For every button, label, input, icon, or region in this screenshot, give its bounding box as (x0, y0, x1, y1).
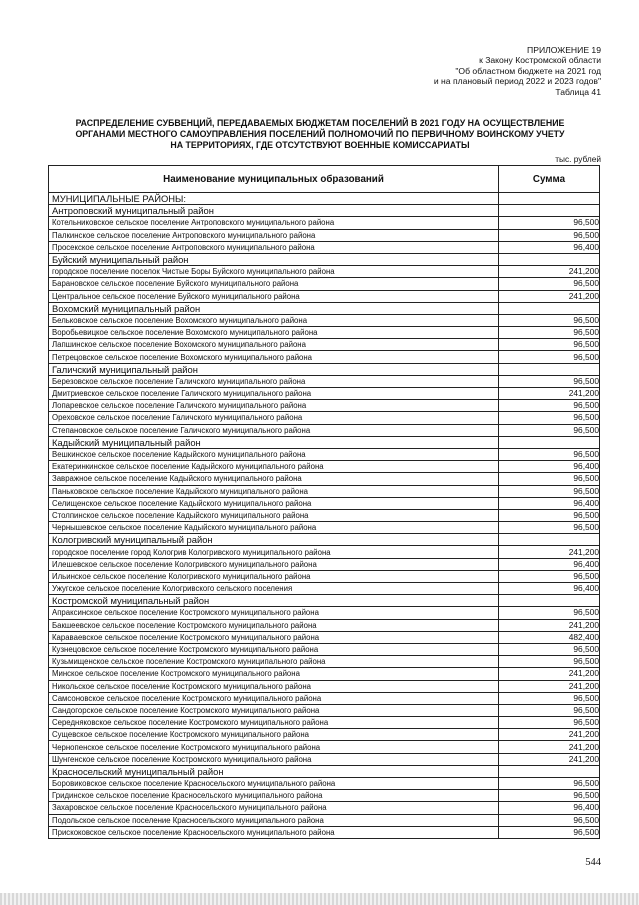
title-line: ОРГАНАМИ МЕСТНОГО САМОУПРАВЛЕНИЯ ПОСЕЛЕНИЙ ПОЛНОМОЧИЙ ПО ПЕРВИЧНОМУ ВОИНСКОМУ УЧЕТУ (75, 128, 565, 139)
group-row (49, 595, 600, 607)
group-row (49, 193, 600, 205)
sum-cell: 241,200 (499, 290, 600, 302)
settlement-name: Чернопенское сельское поселение Костромского муниципального района (49, 741, 499, 753)
table-row (49, 704, 600, 716)
sum-cell: 96,500 (499, 778, 600, 790)
table-row (49, 814, 600, 826)
table-row (49, 485, 600, 497)
settlement-name: Палкинское сельское поселение Антроповского муниципального района (49, 229, 499, 241)
sum-cell: 96,400 (499, 461, 600, 473)
settlement-name: Ужугское сельское поселение Кологривского сельского поселения (49, 583, 499, 595)
sum-cell: 96,400 (499, 558, 600, 570)
sum-cell: 96,500 (499, 692, 600, 704)
group-row (49, 534, 600, 546)
settlement-name: Дмитриевское сельское поселение Галичского муниципального района (49, 388, 499, 400)
sum-cell: 96,500 (499, 217, 600, 229)
sum-cell: 96,500 (499, 522, 600, 534)
settlement-name: Самсоновское сельское поселение Костромского муниципального района (49, 692, 499, 704)
settlement-name: Просекское сельское поселение Антроповского муниципального района (49, 241, 499, 253)
settlement-name: Центральное сельское поселение Буйского муниципального района (49, 290, 499, 302)
district-name: Красносельский муниципальный район (49, 765, 499, 777)
sum-cell (499, 765, 600, 777)
table-row (49, 546, 600, 558)
district-name: Вохомский муниципальный район (49, 302, 499, 314)
table-row (49, 522, 600, 534)
sum-cell (499, 302, 600, 314)
sum-cell: 96,500 (499, 375, 600, 387)
settlement-name: Котельниковское сельское поселение Антроповского муниципального района (49, 217, 499, 229)
settlement-name: Апраксинское сельское поселение Костромского муниципального района (49, 607, 499, 619)
sum-cell: 241,200 (499, 546, 600, 558)
header-line: ПРИЛОЖЕНИЕ 19 (527, 45, 601, 55)
table-row (49, 607, 600, 619)
sum-cell: 241,200 (499, 619, 600, 631)
settlement-name: Петрецовское сельское поселение Вохомского муниципального района (49, 351, 499, 363)
district-name: Кологривский муниципальный район (49, 534, 499, 546)
table-row (49, 266, 600, 278)
settlement-name: Лопаревское сельское поселение Галичского муниципального района (49, 400, 499, 412)
settlement-name: городское поселение поселок Чистые Боры Буйского муниципального района (49, 266, 499, 278)
settlement-name: Ореховское сельское поселение Галичского муниципального района (49, 412, 499, 424)
table-row (49, 668, 600, 680)
district-name: Кадыйский муниципальный район (49, 436, 499, 448)
sum-cell (499, 436, 600, 448)
sum-cell: 96,500 (499, 485, 600, 497)
sum-cell: 96,500 (499, 400, 600, 412)
table-row (49, 461, 600, 473)
table-row (49, 241, 600, 253)
sum-cell: 96,400 (499, 497, 600, 509)
table-row (49, 656, 600, 668)
sum-cell: 96,500 (499, 339, 600, 351)
table-row (49, 400, 600, 412)
settlement-name: Подольское сельское поселение Красносельского муниципального района (49, 814, 499, 826)
settlement-name: Сандогорское сельское поселение Костромского муниципального района (49, 704, 499, 716)
table-row (49, 583, 600, 595)
settlement-name: городское поселение город Кологрив Кологривского муниципального района (49, 546, 499, 558)
sum-cell: 96,500 (499, 351, 600, 363)
table-row (49, 229, 600, 241)
settlement-name: Вешкинское сельское поселение Кадыйского муниципального района (49, 448, 499, 460)
subvention-table (48, 165, 600, 839)
sum-cell: 96,500 (499, 826, 600, 838)
sum-cell: 96,500 (499, 643, 600, 655)
sum-cell: 241,200 (499, 680, 600, 692)
table-row (49, 509, 600, 521)
settlement-name: Березовское сельское поселение Галичского муниципального района (49, 375, 499, 387)
sum-cell (499, 193, 600, 205)
sum-cell: 96,500 (499, 327, 600, 339)
table-row (49, 558, 600, 570)
sum-cell (499, 253, 600, 265)
table-row (49, 497, 600, 509)
sum-cell: 241,200 (499, 388, 600, 400)
table-row (49, 217, 600, 229)
column-header-name: Наименование муниципальных образований (49, 166, 499, 193)
table-row (49, 388, 600, 400)
sum-cell: 96,500 (499, 314, 600, 326)
settlement-name: Воробьевицкое сельское поселение Вохомского муниципального района (49, 327, 499, 339)
table-row (49, 424, 600, 436)
appendix-header (434, 45, 601, 97)
sum-cell (499, 205, 600, 217)
sum-cell: 96,500 (499, 424, 600, 436)
sum-cell: 96,400 (499, 802, 600, 814)
table-row (49, 339, 600, 351)
title-line: НА ТЕРРИТОРИЯХ, ГДЕ ОТСУТСТВУЮТ ВОЕННЫЕ КОМИССАРИАТЫ (170, 139, 470, 150)
table-row (49, 717, 600, 729)
document-title (40, 118, 600, 150)
sum-cell: 96,500 (499, 814, 600, 826)
district-name: Буйский муниципальный район (49, 253, 499, 265)
sum-cell: 96,500 (499, 509, 600, 521)
table-row (49, 314, 600, 326)
table-row (49, 570, 600, 582)
settlement-name: Ильинское сельское поселение Кологривского муниципального района (49, 570, 499, 582)
settlement-name: Степановское сельское поселение Галичского муниципального района (49, 424, 499, 436)
unit-label: тыс. рублей (555, 154, 601, 164)
table-row (49, 351, 600, 363)
sum-cell: 96,500 (499, 412, 600, 424)
sum-cell: 241,200 (499, 753, 600, 765)
table-row (49, 473, 600, 485)
header-line: Таблица 41 (555, 86, 601, 97)
sum-cell (499, 534, 600, 546)
settlement-name: Паньковское сельское поселение Кадыйского муниципального района (49, 485, 499, 497)
sum-cell: 96,500 (499, 570, 600, 582)
settlement-name: Захаровское сельское поселение Красносельского муниципального района (49, 802, 499, 814)
table-row (49, 278, 600, 290)
table-row (49, 619, 600, 631)
table-row (49, 327, 600, 339)
table-row (49, 778, 600, 790)
settlement-name: Шунгенское сельское поселение Костромского муниципального района (49, 753, 499, 765)
sum-cell: 96,400 (499, 583, 600, 595)
group-row (49, 205, 600, 217)
group-row (49, 765, 600, 777)
header-line: к Закону Костромской области (479, 55, 601, 66)
table-row (49, 826, 600, 838)
table-row (49, 729, 600, 741)
settlement-name: Бельковское сельское поселение Вохомского муниципального района (49, 314, 499, 326)
group-row (49, 302, 600, 314)
settlement-name: Середняковское сельское поселение Костромского муниципального района (49, 717, 499, 729)
sum-cell: 96,500 (499, 656, 600, 668)
sum-cell: 96,500 (499, 704, 600, 716)
table-row (49, 692, 600, 704)
table-row (49, 753, 600, 765)
page-number: 544 (585, 857, 601, 868)
group-row (49, 363, 600, 375)
settlement-name: Селищенское сельское поселение Кадыйского муниципального района (49, 497, 499, 509)
table-row (49, 375, 600, 387)
title-line: РАСПРЕДЕЛЕНИЕ СУБВЕНЦИЙ, ПЕРЕДАВАЕМЫХ БЮДЖЕТАМ ПОСЕЛЕНИЙ В 2021 ГОДУ НА ОСУЩЕСТВЛЕНИЕ (75, 118, 565, 128)
settlement-name: Кузнецовское сельское поселение Костромского муниципального района (49, 643, 499, 655)
settlement-name: Столпинское сельское поселение Кадыйского муниципального района (49, 509, 499, 521)
settlement-name: Сущевское сельское поселение Костромского муниципального района (49, 729, 499, 741)
sum-cell: 96,500 (499, 473, 600, 485)
settlement-name: Илешевское сельское поселение Кологривского муниципального района (49, 558, 499, 570)
sum-cell: 96,500 (499, 448, 600, 460)
table-row (49, 680, 600, 692)
sum-cell: 96,500 (499, 607, 600, 619)
district-name: Антроповский муниципальный район (49, 205, 499, 217)
scan-edge (0, 893, 639, 905)
sum-cell: 241,200 (499, 668, 600, 680)
settlement-name: Лапшинское сельское поселение Вохомского муниципального района (49, 339, 499, 351)
table-row (49, 412, 600, 424)
district-name: МУНИЦИПАЛЬНЫЕ РАЙОНЫ: (49, 193, 499, 205)
sum-cell: 241,200 (499, 729, 600, 741)
settlement-name: Никольское сельское поселение Костромского муниципального района (49, 680, 499, 692)
settlement-name: Бакшеевское сельское поселение Костромского муниципального района (49, 619, 499, 631)
table-row (49, 741, 600, 753)
table-row (49, 448, 600, 460)
table-row (49, 802, 600, 814)
settlement-name: Кузьмищенское сельское поселение Костромского муниципального района (49, 656, 499, 668)
settlement-name: Барановское сельское поселение Буйского муниципального района (49, 278, 499, 290)
sum-cell (499, 363, 600, 375)
table-row (49, 631, 600, 643)
settlement-name: Гридинское сельское поселение Красносельского муниципального района (49, 790, 499, 802)
settlement-name: Боровиковское сельское поселение Красносельского муниципального района (49, 778, 499, 790)
district-name: Галичский муниципальный район (49, 363, 499, 375)
sum-cell: 96,500 (499, 278, 600, 290)
table-row (49, 290, 600, 302)
column-header-sum: Сумма (499, 166, 600, 193)
settlement-name: Завражное сельское поселение Кадыйского муниципального района (49, 473, 499, 485)
sum-cell: 482,400 (499, 631, 600, 643)
settlement-name: Екатеринкинское сельское поселение Кадыйского муниципального района (49, 461, 499, 473)
group-row (49, 253, 600, 265)
settlement-name: Минское сельское поселение Костромского муниципального района (49, 668, 499, 680)
sum-cell (499, 595, 600, 607)
settlement-name: Чернышевское сельское поселение Кадыйского муниципального района (49, 522, 499, 534)
sum-cell: 96,500 (499, 229, 600, 241)
sum-cell: 241,200 (499, 266, 600, 278)
table-header-row (49, 166, 600, 193)
table-row (49, 643, 600, 655)
sum-cell: 96,400 (499, 241, 600, 253)
settlement-name: Караваевское сельское поселение Костромского муниципального района (49, 631, 499, 643)
header-line: и на плановый период 2022 и 2023 годов" (433, 76, 601, 87)
district-name: Костромской муниципальный район (49, 595, 499, 607)
group-row (49, 436, 600, 448)
header-line: "Об областном бюджете на 2021 год (455, 65, 601, 76)
sum-cell: 96,500 (499, 717, 600, 729)
table-row (49, 790, 600, 802)
settlement-name: Прискоковское сельское поселение Красносельского муниципального района (49, 826, 499, 838)
sum-cell: 96,500 (499, 790, 600, 802)
sum-cell: 241,200 (499, 741, 600, 753)
